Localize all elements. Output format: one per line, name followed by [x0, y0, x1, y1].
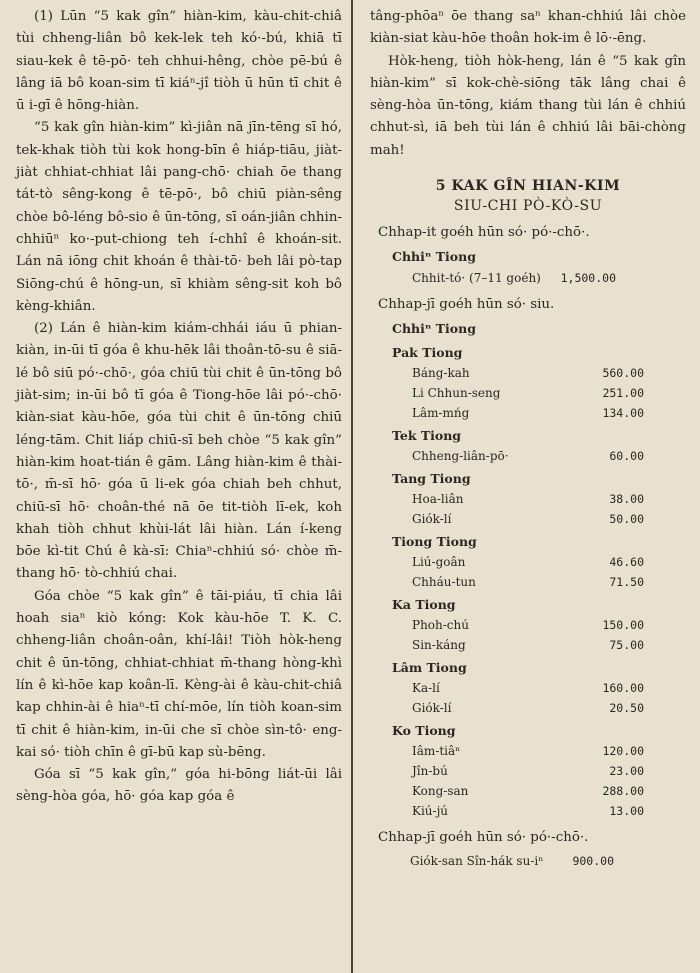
ledger-name: Chháu-tun	[412, 575, 476, 590]
ledger-row	[370, 761, 686, 781]
ledger-amount: 46.60	[609, 555, 644, 570]
ledger-name: Ka-lí	[412, 681, 440, 696]
ledger-row	[370, 403, 686, 423]
ledger-name: Kong-san	[412, 784, 469, 799]
ledger-row	[370, 268, 686, 288]
ledger-name: Kiú-jú	[412, 804, 449, 819]
ledger-amount: 1,500.00	[560, 271, 616, 286]
ledger-amount: 251.00	[602, 386, 644, 401]
ledger-name: Jîn-bú	[412, 764, 448, 779]
paragraph-continued: tâng-phōaⁿ ōe thang saⁿ khan-chhiú lâi chòe kiàn-siat kàu-hōe thoân hok-im ê lō·-ēng.	[370, 9, 686, 47]
ledger-name: Phoh-chú	[412, 618, 469, 633]
ledger-amount: 13.00	[609, 804, 644, 819]
report-heading: 5 KAK GÎN HIAN-KIM	[435, 178, 621, 195]
ledger-amount: 75.00	[609, 638, 644, 653]
ledger-row	[370, 698, 686, 718]
ledger-name: Sin-káng	[412, 638, 466, 653]
ledger-name: Giók-lí	[412, 512, 452, 527]
ledger-amount: 160.00	[602, 681, 644, 696]
ledger-amount: 38.00	[609, 492, 644, 507]
ledger-row	[370, 851, 686, 871]
ledger-name: Báng-kah	[412, 366, 470, 381]
ledger-amount: 71.50	[609, 575, 644, 590]
paragraph-3: (2) Lán ê hiàn-kim kiám-chhái iáu ū phian-kiàn, in-ūi tī góa ê khu-hēk lâi thoân-tō-su ê siā-lé bô siū pó·-chō·, góa chiū tùi chit ê ūn-tōng bô jiàt-sim; in-ūi bô tī góa ê Tiong-hōe lâi pó·-chō· kiàn-siat kàu-hōe, góa tùi chit ê ūn-tōng chiū léng-tām. Chit liáp chiū-sī beh chòe “5 kak gîn” hiàn-kim hoat-tián ê gām. Lâng hiàn-kim ê thài-tō·, m̄-sī hō· góa ū li-ek góa chiah beh chhut, chiū-sī hō· choân-thé nā ōe tit-tiòh lī-ek, koh khah tiòh chhut khùi-lát lâi hiàn. Lán í-keng bōe kì-tit Chú ê kà-sī: Chiaⁿ-chhiú só· chòe m̄-thang hō· tò-chhiú chai.	[16, 321, 342, 582]
ledger-row	[370, 615, 686, 635]
region-label: Tiong Tiong	[392, 534, 477, 550]
report-subheading: SIU-CHI PÒ-KÒ-SU	[453, 198, 603, 215]
right-column-text	[370, 6, 686, 162]
ledger-amount: 560.00	[602, 366, 644, 381]
ledger-row	[370, 572, 686, 592]
ledger-name: Chhit-tó· (7–11 goéh)	[412, 271, 541, 286]
column-divider	[351, 0, 353, 973]
region-label: Ko Tiong	[392, 723, 456, 739]
ledger-amount: 150.00	[602, 618, 644, 633]
section-title: Chhap-it goéh hūn só· pó·-chō·.	[378, 225, 590, 241]
ledger-amount: 134.00	[602, 406, 644, 421]
ledger-amount: 60.00	[609, 449, 644, 464]
ledger-row	[370, 552, 686, 572]
paragraph-closing: Hòk-heng, tiòh hòk-heng, lán ê “5 kak gîn hiàn-kim” sī kok-chè-siōng tāk lâng chai ê sèng-hòa ūn-tōng, kiám thang tùi lán ê chhiú chhut-sì, iā beh tùi lán ê chhiú lâi bāi-chòng mah!	[370, 53, 686, 158]
ledger-name: Liú-goân	[412, 555, 466, 570]
paragraph-1: (1) Lūn “5 kak gîn” hiàn-kim, kàu-chit-chiâ tùi chheng-liân bô kek-lek teh kó·-bú, khiā tī siau-kek ê tē-pō· teh chhui-hêng, chòe pē-bú ê lâng iā bô koan-sim tī kiáⁿ-jî tiòh ū hūn tī chit ê ū i-gī ê hōng-hiàn.	[16, 9, 342, 114]
ledger-row	[370, 741, 686, 761]
ledger-row	[370, 383, 686, 403]
left-column-text	[16, 6, 342, 809]
ledger-amount: 288.00	[602, 784, 644, 799]
ledger-amount: 900.00	[572, 854, 614, 869]
ledger-name: Chheng-liân-pō·	[412, 449, 509, 464]
ledger-name: Giók-lí	[412, 701, 452, 716]
ledger-name: Hoa-liân	[412, 492, 464, 507]
ledger-row	[370, 635, 686, 655]
ledger-row	[370, 781, 686, 801]
region-label: Pak Tiong	[392, 345, 463, 361]
ledger-row	[370, 446, 686, 466]
report-section	[370, 827, 686, 871]
ledger-row	[370, 678, 686, 698]
region-label: Tek Tiong	[392, 428, 462, 444]
ledger-amount: 23.00	[609, 764, 644, 779]
ledger-row	[370, 363, 686, 383]
paragraph-4: Góa chòe “5 kak gîn” ê tāi-piáu, tī chia lâi hoah siaⁿ kiò kóng: Kok kàu-hōe T. K. C. chheng-liân choân-oân, khí-lâi! Tiòh hòk-heng chit ê ūn-tōng, chhiat-chhiat m̄-thang hòng-khì lín ê kì-hōe kap koân-lī. Kèng-ài ê kàu-chit-chiâ kap chhin-ài ê hiaⁿ-tī chí-mōe, lín tiòh koan-sim tī chit ê hiàn-kim, in-ūi che sī chòe sìn-tô· eng-kai só· tiòh chīn ê gī-bū kap sù-bēng.	[16, 588, 342, 760]
language-group-label: Chhiⁿ Tiong	[392, 249, 476, 265]
paragraph-5: Góa sī “5 kak gîn,” góa hi-bōng liát-ūi lâi sèng-hòa góa, hō· góa kap góa ê	[16, 767, 342, 805]
region-label: Lâm Tiong	[392, 660, 467, 676]
ledger-row	[370, 509, 686, 529]
report-section	[370, 222, 686, 288]
paragraph-2: “5 kak gîn hiàn-kim” kì-jiân nā jīn-tēng sī hó, tek-khak tiòh tùi kok hong-bīn ê hiáp-tiāu, jiàt-jiàt chhiat-chhiat lâi pang-chō· chiah ōe thang tát-tò sêng-kong ê tē-pō·, bô chiū piàn-sêng chòe bô-léng bô-sio ê ūn-tōng, sī oán-jiân chhin-chhiūⁿ ko·-put-chiong teh í-chhî ê khoán-sit. Lán nā iōng chit khoán ê thài-tō· beh lâi pò-tap Siōng-chú ê hōng-un, sī khiàm sêng-sit koh bô kèng-khiân.	[16, 120, 342, 314]
language-group-label: Chhiⁿ Tiong	[392, 321, 476, 337]
ledger-amount: 120.00	[602, 744, 644, 759]
ledger-row	[370, 801, 686, 821]
region-label: Ka Tiong	[392, 597, 456, 613]
right-column	[370, 6, 686, 871]
ledger-name: Giók-san Sîn-hák su-iⁿ	[410, 854, 544, 869]
ledger-name: Li Chhun-seng	[412, 386, 501, 401]
report-section	[370, 294, 686, 821]
ledger-name: Iâm-tiâⁿ	[412, 744, 461, 759]
section-title: Chhap-jī goéh hūn só· siu.	[378, 297, 555, 313]
region-label: Tang Tiong	[392, 471, 471, 487]
ledger-amount: 50.00	[609, 512, 644, 527]
ledger-amount: 20.50	[609, 701, 644, 716]
ledger-row	[370, 489, 686, 509]
section-title: Chhap-jī goéh hūn só· pó·-chō·.	[378, 830, 589, 846]
left-column	[16, 6, 342, 809]
ledger-name: Lâm-mńg	[412, 406, 470, 421]
